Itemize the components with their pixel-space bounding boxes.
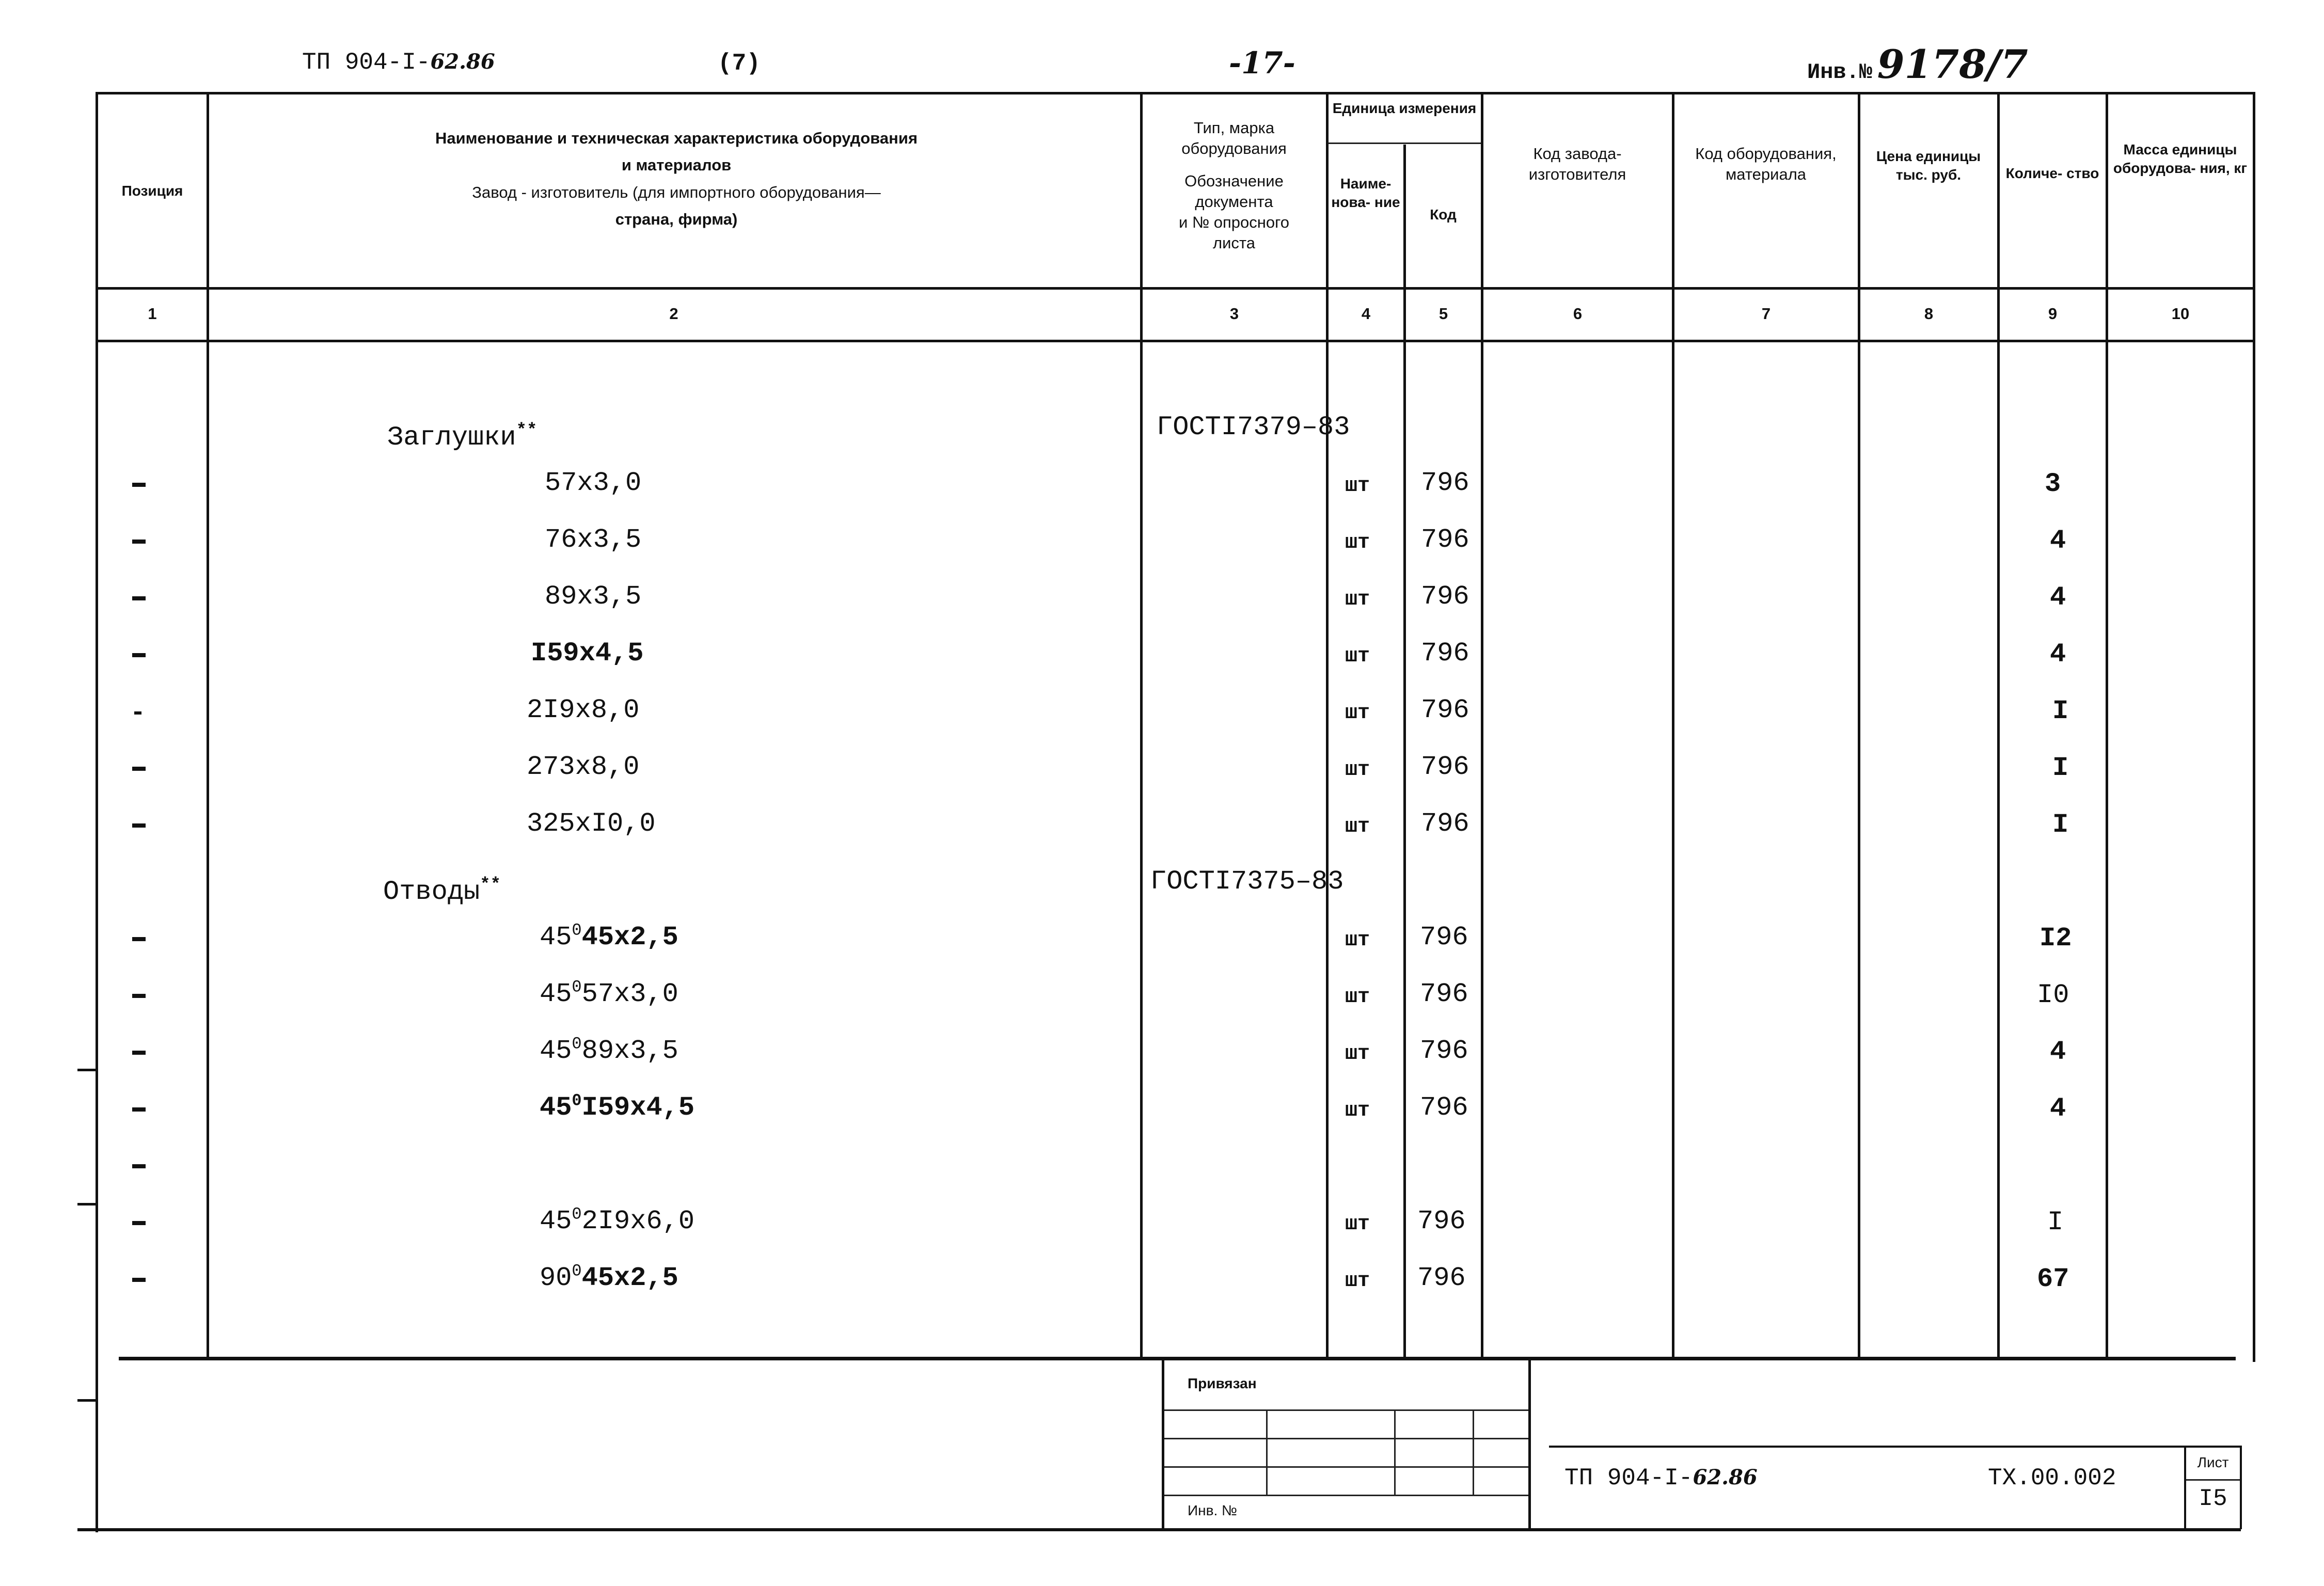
- item-name: 76x3,5: [545, 525, 642, 555]
- bend-angle: 45: [540, 1036, 572, 1066]
- item-name: [540, 1261, 678, 1293]
- header-type-line3: Обозначение: [1184, 171, 1284, 190]
- unit-code: 796: [1421, 581, 1469, 612]
- unit-code: 796: [1420, 922, 1468, 953]
- table-right-border: [2253, 92, 2255, 1362]
- position-dash: [132, 1164, 146, 1168]
- position-dash: [132, 1221, 146, 1225]
- stamp-divider: [1394, 1409, 1396, 1495]
- unit-code: 796: [1421, 468, 1469, 498]
- footer-project-prefix: ТП 904-I-: [1564, 1465, 1693, 1492]
- bound-label: Привязан: [1188, 1375, 1257, 1391]
- col-number-8: 8: [1924, 305, 1934, 323]
- sheet-box-divider: [2186, 1479, 2240, 1481]
- quantity: 4: [2050, 1093, 2066, 1124]
- position-dash: [132, 483, 146, 487]
- bends-footnote-marker: **: [480, 875, 501, 895]
- inventory-value: 9178/7: [1877, 41, 2028, 87]
- stamp-line: [1164, 1495, 1528, 1496]
- bend-size: I59x4,5: [581, 1092, 695, 1123]
- col-divider-8: [1997, 94, 2000, 1359]
- quantity: I: [2052, 753, 2069, 783]
- unit-name: шт: [1345, 588, 1370, 611]
- quantity: I: [2052, 696, 2069, 726]
- sheet-number: I5: [2199, 1485, 2227, 1512]
- header-equipment-code: Код оборудования, материала: [1695, 145, 1837, 184]
- header-mass: Масса единицы оборудова- ния, кг: [2113, 141, 2248, 177]
- unit-group-divider: [1328, 142, 1481, 144]
- project-code-number: 62.86: [430, 50, 495, 74]
- unit-code: 796: [1417, 1263, 1466, 1293]
- unit-name: шт: [1345, 1099, 1370, 1122]
- col-number-5: 5: [1438, 305, 1448, 323]
- degree-mark: 0: [572, 1091, 582, 1111]
- quantity: I: [2052, 810, 2069, 840]
- position-dash: [132, 653, 146, 657]
- item-name: 325xI0,0: [527, 808, 656, 839]
- position-dash: [132, 994, 146, 998]
- stamp-left-border: [1162, 1359, 1164, 1529]
- section-title-plugs: [387, 421, 537, 453]
- col-divider-6: [1672, 94, 1674, 1359]
- doc-code: ТХ.00.002: [1988, 1465, 2116, 1492]
- unit-code: 796: [1420, 1092, 1468, 1123]
- quantity: I: [2047, 1207, 2064, 1238]
- header-type: [1144, 118, 1324, 254]
- quantity: I0: [2037, 980, 2069, 1010]
- stamp-divider: [1266, 1409, 1268, 1495]
- bend-angle: 45: [540, 1206, 572, 1236]
- quantity: 4: [2050, 526, 2066, 556]
- degree-mark: 0: [572, 977, 582, 997]
- unit-code: 796: [1421, 808, 1469, 839]
- binding-tick: [77, 1069, 98, 1071]
- unit-name: шт: [1345, 758, 1370, 782]
- col-number-10: 10: [2171, 305, 2190, 323]
- quantity: I2: [2040, 923, 2072, 954]
- unit-name: шт: [1345, 929, 1370, 952]
- item-name: [540, 1034, 678, 1066]
- item-name: 2I9x8,0: [527, 695, 640, 725]
- col-number-1: 1: [148, 305, 157, 323]
- degree-mark: 0: [572, 921, 582, 940]
- unit-name: шт: [1345, 815, 1370, 838]
- bend-size: 2I9x6,0: [581, 1206, 695, 1236]
- binding-tick: [77, 1203, 98, 1206]
- bends-title-text: Отводы: [383, 877, 480, 907]
- col-number-3: 3: [1229, 305, 1239, 323]
- footer-project-code: [1564, 1466, 1758, 1490]
- sheet-label: Лист: [2197, 1454, 2229, 1470]
- inventory-number: [1807, 41, 2028, 87]
- bend-size: 45x2,5: [581, 922, 678, 953]
- unit-name: шт: [1345, 1270, 1370, 1293]
- inv-no-label: Инв. №: [1188, 1502, 1238, 1518]
- unit-name: шт: [1345, 986, 1370, 1009]
- col-number-2: 2: [669, 305, 678, 323]
- position-dash: [132, 540, 146, 544]
- plugs-footnote-marker: **: [516, 421, 537, 441]
- col-number-7: 7: [1761, 305, 1771, 323]
- header-name-line4: страна, фирма): [615, 210, 738, 228]
- col-numbers-bottom-line: [98, 340, 2254, 342]
- position-dash: [132, 937, 146, 941]
- table-bottom-line: [119, 1357, 2236, 1360]
- col-divider-4: [1403, 145, 1406, 1359]
- sheet-box-left: [2184, 1446, 2186, 1529]
- col-divider-9: [2106, 94, 2108, 1359]
- plugs-standard: ГОСТI7379–83: [1157, 412, 1350, 442]
- header-unit-name: Наиме- нова- ние: [1331, 176, 1400, 211]
- item-name: 57x3,0: [545, 468, 642, 498]
- header-unit-code: Код: [1430, 207, 1457, 223]
- unit-name: шт: [1345, 531, 1370, 554]
- unit-code: 796: [1421, 638, 1469, 669]
- position-dash: [132, 823, 146, 828]
- position-dash: [132, 1051, 146, 1055]
- header-unit-group: Единица измерения: [1332, 100, 1477, 116]
- quantity: 4: [2050, 1037, 2066, 1067]
- col-divider-7: [1858, 94, 1860, 1359]
- project-code-prefix: ТП 904-I-: [302, 49, 431, 76]
- position-dash: [132, 1278, 146, 1282]
- item-name: I59x4,5: [531, 638, 644, 669]
- bend-angle: 90: [540, 1263, 572, 1293]
- bend-angle: 45: [540, 979, 572, 1009]
- binding-tick: [77, 1399, 98, 1402]
- degree-mark: 0: [572, 1204, 582, 1224]
- item-name: [540, 921, 678, 953]
- header-name-line3: Завод - изготовитель (для импортного оборудования—: [472, 183, 881, 201]
- item-name: [540, 977, 678, 1009]
- col-number-6: 6: [1573, 305, 1583, 323]
- inventory-label: Инв.№: [1807, 60, 1873, 85]
- item-name: [540, 1091, 695, 1123]
- unit-name: шт: [1345, 645, 1370, 668]
- col-divider-1: [207, 94, 209, 1359]
- header-type-line6: листа: [1213, 234, 1255, 252]
- quantity: 67: [2037, 1264, 2069, 1294]
- quantity: 3: [2045, 469, 2061, 499]
- unit-code: 796: [1421, 752, 1469, 782]
- code-block-top-line: [1549, 1446, 2241, 1448]
- section-title-bends: [383, 875, 501, 907]
- unit-code: 796: [1421, 695, 1469, 725]
- header-name: [217, 128, 1136, 230]
- header-factory-code: Код завода- изготовителя: [1528, 145, 1626, 184]
- bend-size: 45x2,5: [581, 1263, 678, 1293]
- col-divider-2: [1140, 94, 1143, 1359]
- position-dash: [134, 711, 141, 715]
- header-bottom-line: [98, 287, 2254, 290]
- position-dash: [132, 767, 146, 771]
- stamp-divider: [1473, 1409, 1474, 1495]
- col-divider-3: [1326, 94, 1329, 1359]
- degree-mark: 0: [572, 1261, 582, 1281]
- unit-name: шт: [1345, 702, 1370, 725]
- header-type-line5: и № опросного: [1178, 213, 1290, 232]
- col-number-9: 9: [2048, 305, 2058, 323]
- quantity: 4: [2050, 582, 2066, 613]
- header-position: Позиция: [121, 183, 183, 199]
- project-code: [302, 51, 495, 74]
- bend-angle: 45: [540, 1092, 572, 1123]
- sheet-bottom-line: [77, 1528, 2241, 1531]
- bend-size: 57x3,0: [581, 979, 678, 1009]
- header-type-line2: оборудования: [1181, 139, 1287, 158]
- position-dash: [132, 1107, 146, 1112]
- bend-angle: 45: [540, 922, 572, 953]
- position-dash: [132, 596, 146, 600]
- item-name: 273x8,0: [527, 752, 640, 782]
- unit-code: 796: [1420, 979, 1468, 1009]
- header-type-line4: документа: [1195, 192, 1273, 211]
- unit-code: 796: [1421, 525, 1469, 555]
- header-name-line2: и материалов: [621, 156, 732, 175]
- quantity: 4: [2050, 639, 2066, 670]
- stamp-right-border: [1528, 1359, 1531, 1529]
- item-name: 89x3,5: [545, 581, 642, 612]
- header-quantity: Количе- ство: [2005, 165, 2099, 181]
- sheet-box-right: [2240, 1446, 2242, 1529]
- unit-code: 796: [1417, 1206, 1466, 1236]
- unit-name: шт: [1345, 474, 1370, 498]
- bends-standard: ГОСТI7375–83: [1150, 866, 1344, 897]
- header-name-line1: Наименование и техническая характеристика оборудования: [435, 129, 918, 147]
- header-type-line1: Тип, марка: [1193, 119, 1275, 137]
- header-price: Цена единицы тыс. руб.: [1876, 148, 1981, 183]
- album-number: (7): [718, 50, 761, 77]
- page-number: -17-: [1229, 45, 1295, 81]
- col-number-4: 4: [1361, 305, 1371, 323]
- footer-project-number: 62.86: [1693, 1465, 1758, 1489]
- degree-mark: 0: [572, 1034, 582, 1054]
- unit-name: шт: [1345, 1213, 1370, 1236]
- bend-size: 89x3,5: [581, 1036, 678, 1066]
- unit-name: шт: [1345, 1042, 1370, 1066]
- col-divider-5: [1481, 94, 1483, 1359]
- table-top-border: [96, 92, 2254, 94]
- unit-code: 796: [1420, 1036, 1468, 1066]
- item-name: [540, 1204, 695, 1236]
- plugs-title-text: Заглушки: [387, 422, 516, 453]
